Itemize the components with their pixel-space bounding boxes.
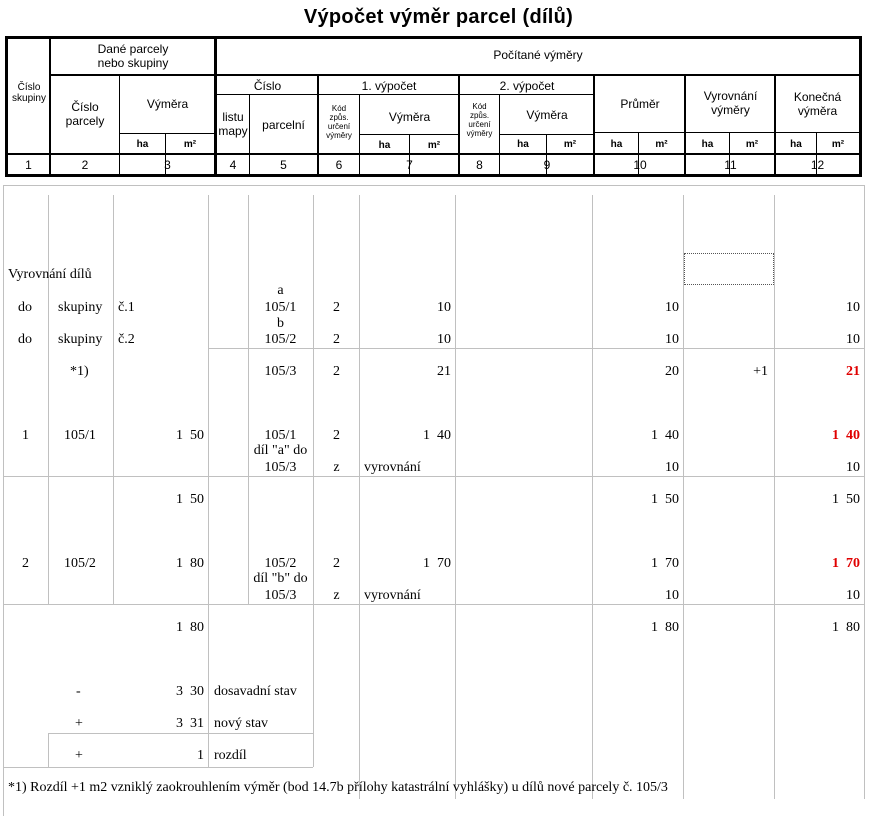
parcel-105-3: 105/3 <box>264 460 297 475</box>
group-number: 1 <box>22 428 29 443</box>
dosavadni-stav-label: dosavadní stav <box>214 684 297 699</box>
header-m2: m² <box>183 139 197 150</box>
footnote: *1) Rozdíl +1 m2 vzniklý zaokrouhlením výměr (bod 14.7b přílohy katastrální vyhlášky) u dílů nové parcely č. 105/3 <box>8 780 668 795</box>
dil-a-do: díl "a" do <box>253 443 308 458</box>
dosavadni-value: 3 30 <box>176 684 204 699</box>
konecna-m2: 10 <box>846 460 860 475</box>
parcel-105-3: 105/3 <box>264 588 297 603</box>
konecna: 1 40 <box>832 428 860 443</box>
vymera-sum: 1 80 <box>176 620 204 635</box>
parcel-number: 105/1 <box>64 428 96 443</box>
konecna-sum: 1 80 <box>832 620 860 635</box>
do-label: do <box>18 300 32 315</box>
page-title: Výpočet výměr parcel (dílů) <box>303 6 574 28</box>
header-ha3: ha <box>610 139 623 150</box>
rozdil-label: rozdíl <box>214 748 247 763</box>
col-number: 4 <box>229 158 237 172</box>
parcel-105-2: 105/2 <box>264 556 297 571</box>
header-kod2: Kód způs. určení výměry <box>466 102 493 138</box>
vymera1: 1 70 <box>423 556 451 571</box>
group-c1: č.1 <box>118 300 135 315</box>
header-vymera2: Výměra <box>526 108 568 122</box>
col-number: 10 <box>633 158 647 172</box>
header-cislo: Číslo <box>253 79 282 93</box>
prumer-m2: 10 <box>665 300 679 315</box>
vymera: 1 80 <box>176 556 204 571</box>
novy-stav-label: nový stav <box>214 716 269 731</box>
header-vypocet2: 2. výpočet <box>499 79 555 93</box>
col-number: 11 <box>724 158 737 172</box>
header-m2-4: m² <box>745 139 759 150</box>
dil-b-do: díl "b" do <box>253 571 308 586</box>
vyrovnani-m2: +1 <box>753 364 768 379</box>
col-number: 12 <box>810 158 825 172</box>
prumer-m2: 10 <box>665 332 679 347</box>
col-number: 5 <box>280 158 287 172</box>
col-number: 3 <box>164 158 171 172</box>
parcel-105-3: 105/3 <box>264 364 297 379</box>
minus-sign: - <box>76 684 81 699</box>
plus-sign: + <box>75 716 83 731</box>
header-prumer: Průměr <box>620 97 660 111</box>
novy-value: 3 31 <box>176 716 204 731</box>
header-cislo-parcely: Číslo parcely <box>65 100 105 128</box>
header-m2-2: m² <box>563 139 577 150</box>
vymera1: 1 40 <box>423 428 451 443</box>
header-m2-1: m² <box>427 140 441 151</box>
header-vymera1: Výměra <box>388 110 431 124</box>
vymera1-m2: 10 <box>437 332 451 347</box>
header-vyrovnani-vymery: Vyrovnání výměry <box>703 89 758 117</box>
vymera1-m2: 21 <box>437 364 451 379</box>
col-number: 6 <box>335 158 343 172</box>
header-ha: ha <box>136 139 149 150</box>
group-c2: č.2 <box>118 332 135 347</box>
header-pocitane-vymery: Počítané výměry <box>493 48 583 62</box>
vyrovnani-label: vyrovnání <box>364 588 421 603</box>
prumer-m2: 10 <box>665 460 679 475</box>
konecna-m2: 10 <box>846 300 860 315</box>
do-label: do <box>18 332 32 347</box>
dil-b-mark: b <box>277 316 284 331</box>
header-vymera: Výměra <box>146 97 189 111</box>
konecna-m2: 21 <box>846 364 860 379</box>
prumer: 1 70 <box>651 556 679 571</box>
kod: z <box>333 460 340 475</box>
kod: 2 <box>333 300 340 315</box>
vymera-sum: 1 50 <box>176 492 204 507</box>
header-listu-mapy: listu mapy <box>218 110 248 138</box>
prumer: 1 40 <box>651 428 679 443</box>
parcel-number: 105/2 <box>64 556 96 571</box>
parcel-105-1: 105/1 <box>264 428 297 443</box>
kod: z <box>333 588 340 603</box>
group-number: 2 <box>22 556 29 571</box>
header-ha4: ha <box>701 139 714 150</box>
header-dane-parcely: Dané parcely nebo skupiny <box>97 42 169 70</box>
vymera: 1 50 <box>176 428 204 443</box>
col-number: 1 <box>25 158 32 172</box>
parcel-105-1: 105/1 <box>264 300 297 315</box>
konecna-m2: 10 <box>846 588 860 603</box>
header-m2-3: m² <box>655 139 668 150</box>
kod: 2 <box>333 364 340 379</box>
header-kod1: Kód způs. určení výměry <box>326 104 352 140</box>
header-ha1: ha <box>378 140 391 151</box>
header-m2-5: m² <box>831 139 845 150</box>
vyrovnani-dilu-label: Vyrovnání dílů <box>8 267 92 282</box>
header-ha5: ha <box>790 139 802 150</box>
header-table <box>5 36 862 177</box>
prumer-m2: 20 <box>665 364 679 379</box>
skupiny-label: skupiny <box>58 332 103 347</box>
vymera1-m2: 10 <box>437 300 451 315</box>
footnote-mark: *1) <box>70 364 89 379</box>
plus-sign: + <box>75 748 83 763</box>
kod: 2 <box>333 428 340 443</box>
prumer-sum: 1 50 <box>651 492 679 507</box>
rozdil-value: 1 <box>197 748 204 763</box>
parcel-105-2: 105/2 <box>264 332 297 347</box>
konecna-sum: 1 50 <box>832 492 860 507</box>
vyrovnani-label: vyrovnání <box>364 460 421 475</box>
header-ha2: ha <box>517 139 529 150</box>
prumer-sum: 1 80 <box>651 620 679 635</box>
skupiny-label: skupiny <box>58 300 103 315</box>
col-number: 8 <box>476 158 483 172</box>
dil-a-mark: a <box>277 283 284 298</box>
header-vypocet1: 1. výpočet <box>361 79 417 93</box>
konecna: 1 70 <box>832 556 860 571</box>
kod: 2 <box>333 556 340 571</box>
header-parcelni: parcelní <box>262 118 305 132</box>
selected-cell[interactable] <box>684 253 774 285</box>
konecna-m2: 10 <box>846 332 860 347</box>
col-number: 9 <box>543 158 551 172</box>
col-number: 7 <box>406 158 413 172</box>
col-number: 2 <box>81 158 89 172</box>
header-cislo-skupiny: Číslo skupiny <box>12 82 46 104</box>
kod: 2 <box>333 332 340 347</box>
header-konecna-vymera: Konečná výměra <box>793 90 842 118</box>
prumer-m2: 10 <box>665 588 679 603</box>
